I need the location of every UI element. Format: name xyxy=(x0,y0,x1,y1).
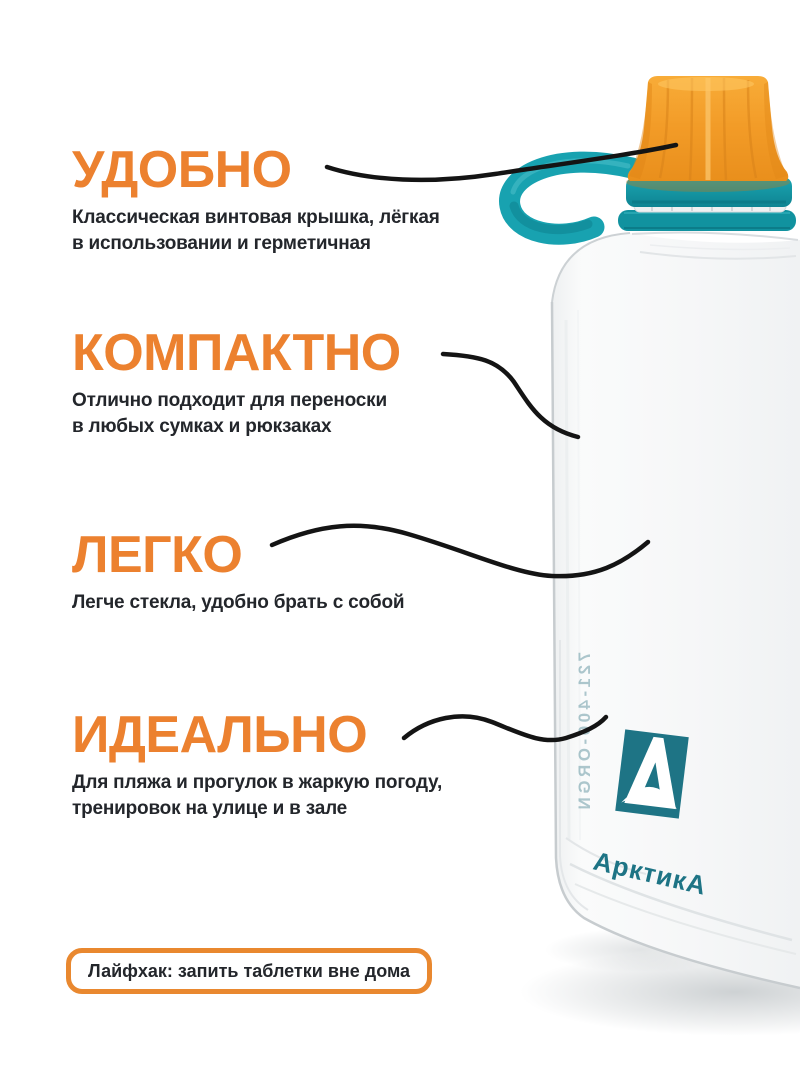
feature-heading: ЛЕГКО xyxy=(72,526,243,584)
lifehack-label: Лайфхак: запить таблетки вне дома xyxy=(88,960,411,981)
model-code-text: 721-400-ORGN xyxy=(575,652,594,814)
feature-desc-line: Для пляжа и прогулок в жаркую погоду, xyxy=(72,772,443,793)
feature-description xyxy=(72,590,404,616)
feature-heading: ИДЕАЛЬНО xyxy=(72,706,368,764)
brand-logo-icon xyxy=(615,729,689,818)
feature-description xyxy=(72,388,401,440)
feature-block-legko xyxy=(72,528,404,616)
feature-block-idealno xyxy=(72,708,442,822)
feature-desc-line: тренировок на улице и в зале xyxy=(72,798,348,819)
feature-heading: КОМПАКТНО xyxy=(72,324,401,382)
feature-block-kompaktno xyxy=(72,326,401,440)
bottle-strap xyxy=(510,161,632,234)
feature-desc-line: в использовании и герметичная xyxy=(72,233,371,254)
feature-block-udobno xyxy=(72,143,440,257)
feature-desc-line: в любых сумках и рюкзаках xyxy=(72,416,332,437)
feature-heading: УДОБНО xyxy=(72,141,292,199)
brand-name-text: АрктикА xyxy=(590,845,710,901)
lifehack-badge xyxy=(66,948,432,994)
feature-desc-line: Классическая винтовая крышка, лёгкая xyxy=(72,207,440,228)
feature-description xyxy=(72,205,440,257)
bottle-cap xyxy=(626,76,790,192)
feature-desc-line: Легче стекла, удобно брать с собой xyxy=(72,592,405,613)
feature-description xyxy=(72,770,442,822)
feature-desc-line: Отлично подходит для переноски xyxy=(72,390,387,411)
